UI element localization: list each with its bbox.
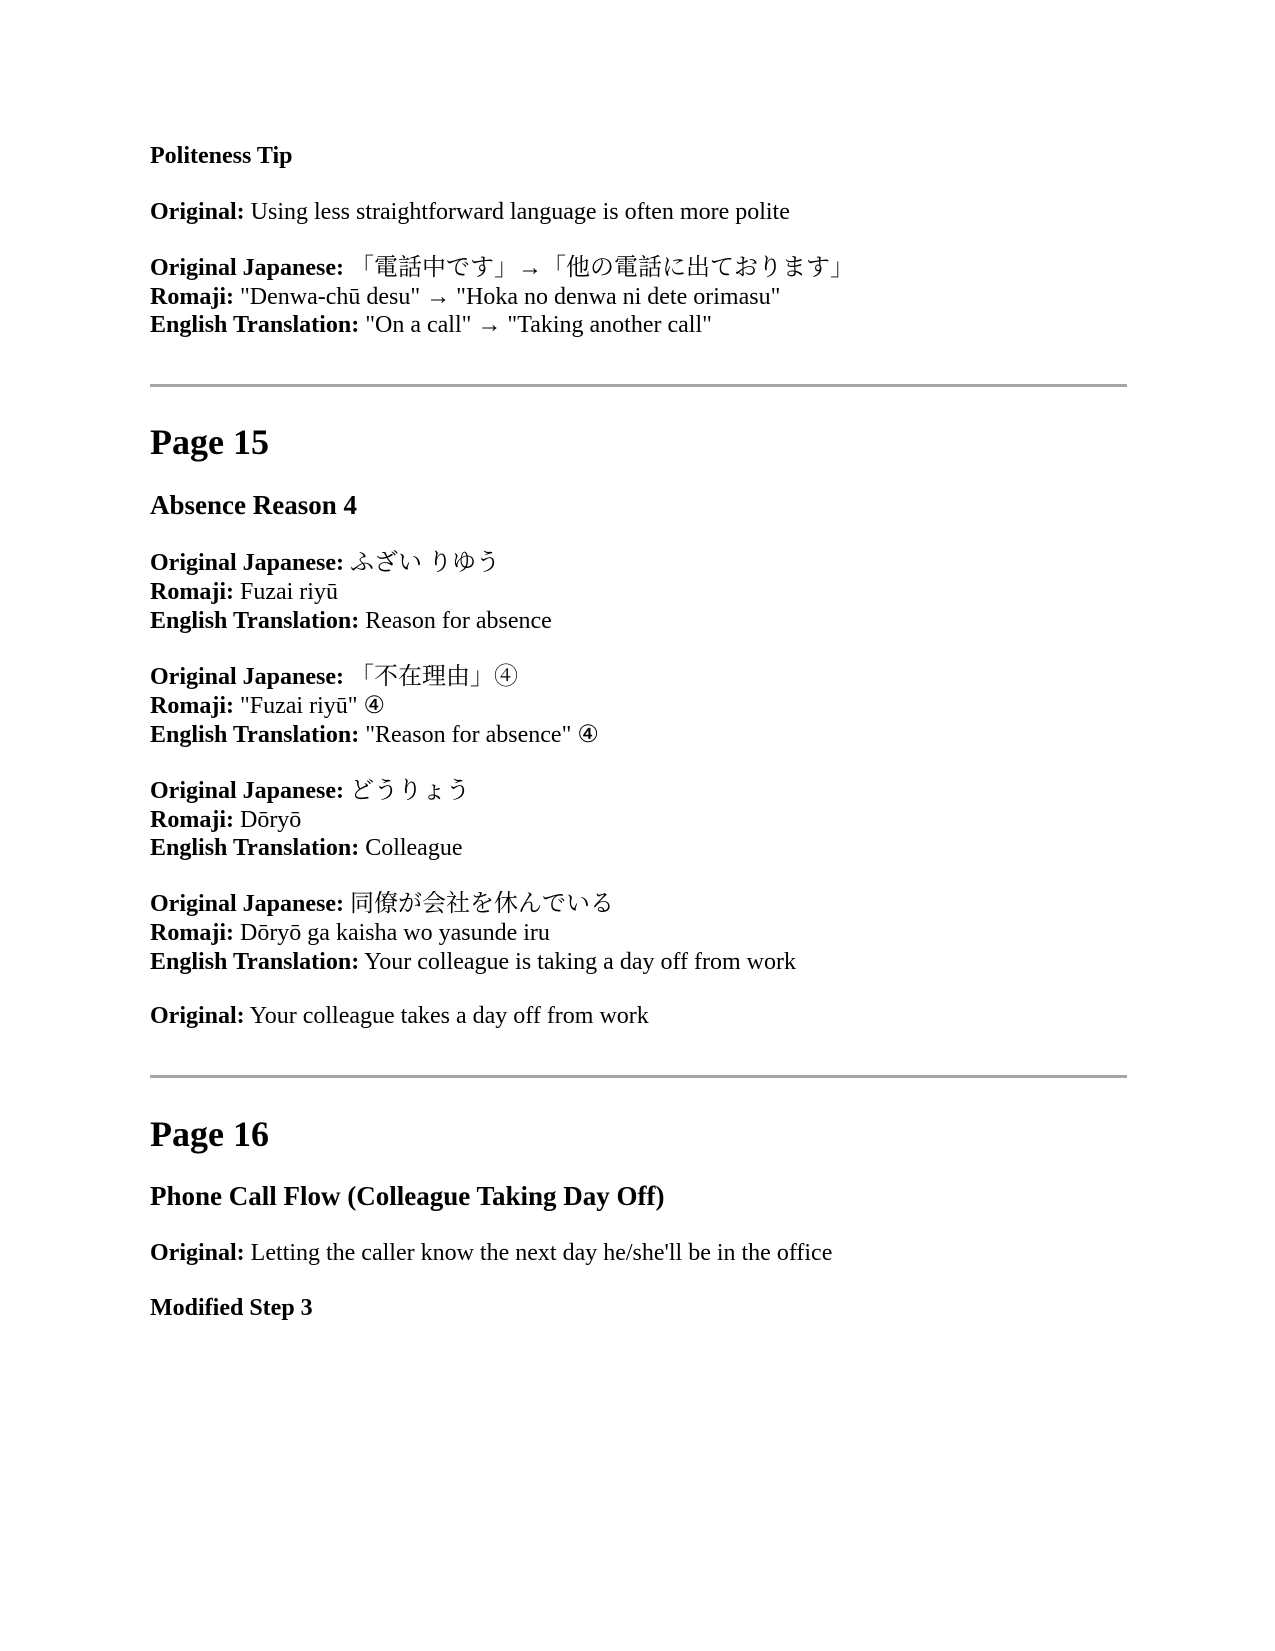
english-text: Your colleague is taking a day off from work	[364, 949, 796, 975]
entry-japanese-line	[150, 548, 500, 578]
entry-english-line	[150, 606, 552, 636]
english-label: English Translation:	[150, 835, 360, 861]
entry-romaji-line	[150, 691, 385, 721]
japanese-text: どうりょう	[350, 778, 471, 804]
politeness-tip-heading: Politeness Tip	[150, 143, 293, 169]
original-text: Your colleague takes a day off from work	[249, 1003, 649, 1029]
japanese-label: Original Japanese:	[150, 664, 345, 690]
politeness-japanese-line	[150, 253, 854, 283]
english-text: "On a call" → "Taking another call"	[365, 312, 712, 338]
japanese-text: 「電話中です」→「他の電話に出ております」	[350, 255, 855, 281]
absence-reason-heading: Absence Reason 4	[150, 490, 357, 520]
romaji-text: Dōryō ga kaisha wo yasunde iru	[239, 920, 550, 946]
section-divider	[150, 384, 1127, 387]
original-label: Original:	[150, 1003, 245, 1029]
romaji-label: Romaji:	[150, 284, 234, 310]
page-15-original-line	[150, 1001, 649, 1031]
english-label: English Translation:	[150, 949, 360, 975]
page-16-original-line	[150, 1238, 832, 1268]
romaji-text: "Fuzai riyū" ④	[239, 693, 386, 719]
japanese-label: Original Japanese:	[150, 891, 345, 917]
entry-japanese-line	[150, 889, 614, 919]
entry-romaji-line	[150, 805, 301, 835]
politeness-english-line	[150, 310, 712, 340]
original-text: Letting the caller know the next day he/she'll be in the office	[250, 1240, 833, 1266]
page-16-title: Page 16	[150, 1114, 269, 1154]
entry-english-line	[150, 947, 796, 977]
romaji-text: "Denwa-chū desu" → "Hoka no denwa ni dete orimasu"	[239, 284, 781, 310]
english-label: English Translation:	[150, 312, 360, 338]
entry-romaji-line	[150, 577, 338, 607]
original-label: Original:	[150, 199, 245, 225]
japanese-label: Original Japanese:	[150, 255, 345, 281]
romaji-label: Romaji:	[150, 807, 234, 833]
japanese-text: ふざい りゆう	[350, 550, 501, 576]
japanese-text: 同僚が会社を休んでいる	[350, 891, 615, 917]
politeness-romaji-line	[150, 282, 780, 312]
entry-romaji-line	[150, 918, 550, 948]
politeness-original-line	[150, 197, 790, 227]
romaji-text: Fuzai riyū	[239, 579, 338, 605]
romaji-label: Romaji:	[150, 693, 234, 719]
english-text: Colleague	[365, 835, 463, 861]
entry-japanese-line	[150, 662, 518, 692]
original-text: Using less straightforward language is often more polite	[250, 199, 790, 225]
original-label: Original:	[150, 1240, 245, 1266]
section-divider	[150, 1075, 1127, 1078]
english-label: English Translation:	[150, 608, 360, 634]
romaji-text: Dōryō	[239, 807, 302, 833]
romaji-label: Romaji:	[150, 579, 234, 605]
entry-english-line	[150, 833, 463, 863]
english-text: "Reason for absence" ④	[365, 722, 599, 748]
entry-japanese-line	[150, 776, 470, 806]
phone-call-flow-heading: Phone Call Flow (Colleague Taking Day Off)	[150, 1181, 665, 1211]
japanese-text: 「不在理由」④	[350, 664, 519, 690]
japanese-label: Original Japanese:	[150, 550, 345, 576]
english-text: Reason for absence	[365, 608, 552, 634]
romaji-label: Romaji:	[150, 920, 234, 946]
entry-english-line	[150, 720, 599, 750]
modified-step-heading: Modified Step 3	[150, 1295, 313, 1321]
english-label: English Translation:	[150, 722, 360, 748]
japanese-label: Original Japanese:	[150, 778, 345, 804]
page-15-title: Page 15	[150, 422, 269, 462]
